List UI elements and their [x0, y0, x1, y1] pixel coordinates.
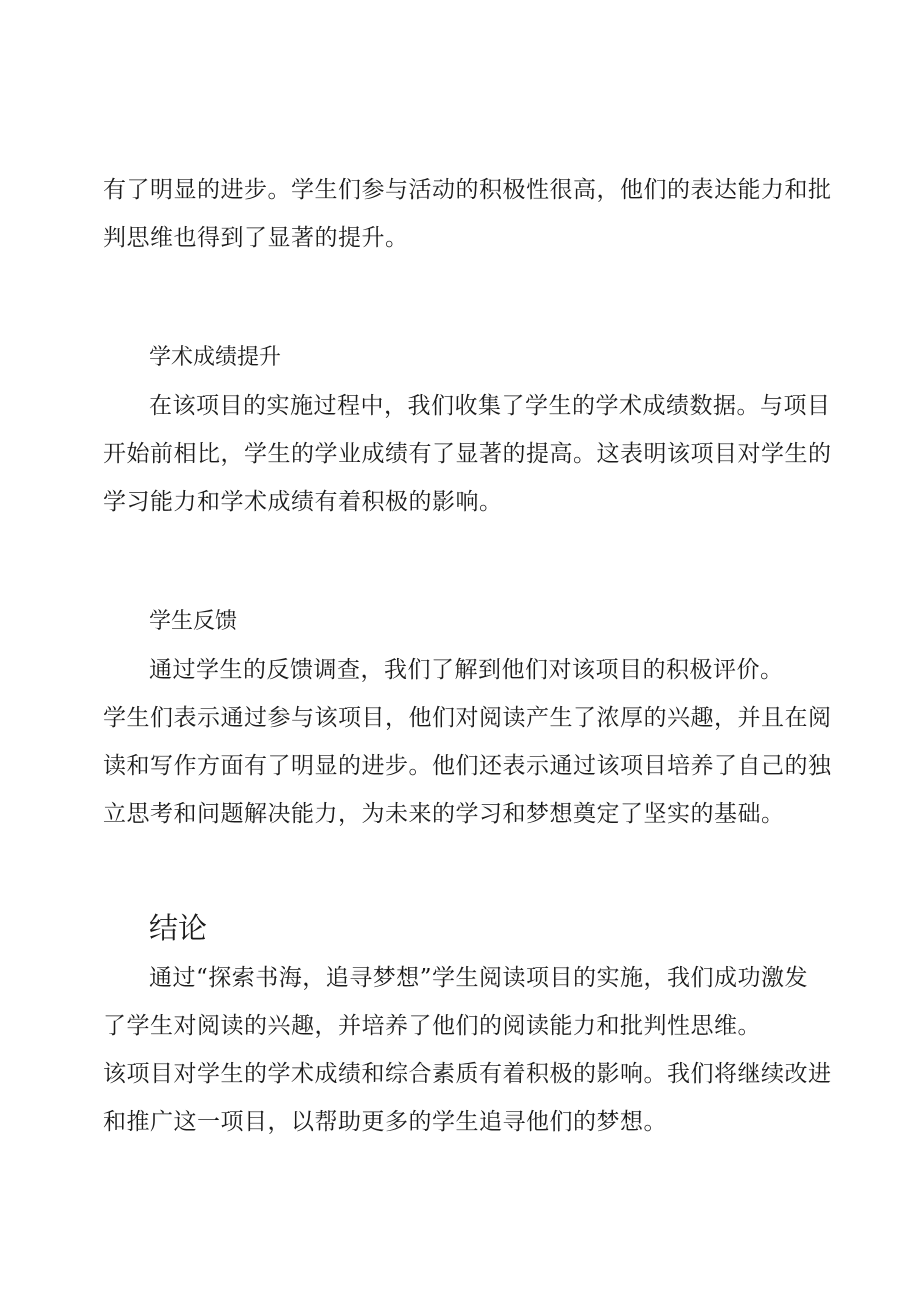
section-heading-academic: 学术成绩提升 [149, 345, 282, 370]
section-conclusion [103, 902, 832, 1146]
paragraph-line: 学生们表示通过参与该项目，他们对阅读产生了浓厚的兴趣，并且在阅 [103, 705, 832, 731]
intro-paragraph [103, 166, 832, 262]
paragraph-line: 该项目对学生的学术成绩和综合素质有着积极的影响。我们将继续改进 [103, 1061, 832, 1087]
paragraph-line: 有了明显的进步。学生们参与活动的积极性很高，他们的表达能力和批 [103, 177, 832, 203]
section-heading-feedback: 学生反馈 [149, 609, 238, 634]
section-feedback [103, 598, 832, 838]
paragraph-line: 立思考和问题解决能力，为未来的学习和梦想奠定了坚实的基础。 [103, 801, 785, 827]
section-academic [103, 334, 832, 526]
document-body [103, 166, 832, 1146]
paragraph-line: 和推广这一项目，以帮助更多的学生追寻他们的梦想。 [103, 1109, 667, 1135]
paragraph-line: 学习能力和学术成绩有着积极的影响。 [103, 489, 503, 515]
paragraph-line: 在该项目的实施过程中，我们收集了学生的学术成绩数据。与项目 [149, 393, 831, 419]
section-heading-conclusion: 结论 [149, 911, 208, 945]
paragraph-line: 了学生对阅读的兴趣，并培养了他们的阅读能力和批判性思维。 [103, 1013, 761, 1039]
paragraph-line: 通过“探索书海，追寻梦想”学生阅读项目的实施，我们成功激发 [149, 965, 809, 991]
paragraph-line: 读和写作方面有了明显的进步。他们还表示通过该项目培养了自己的独 [103, 753, 832, 779]
paragraph-line: 开始前相比，学生的学业成绩有了显著的提高。这表明该项目对学生的 [103, 441, 832, 467]
paragraph-line: 判思维也得到了显著的提升。 [103, 225, 409, 251]
paragraph-line: 通过学生的反馈调查，我们了解到他们对该项目的积极评价。 [149, 657, 784, 683]
